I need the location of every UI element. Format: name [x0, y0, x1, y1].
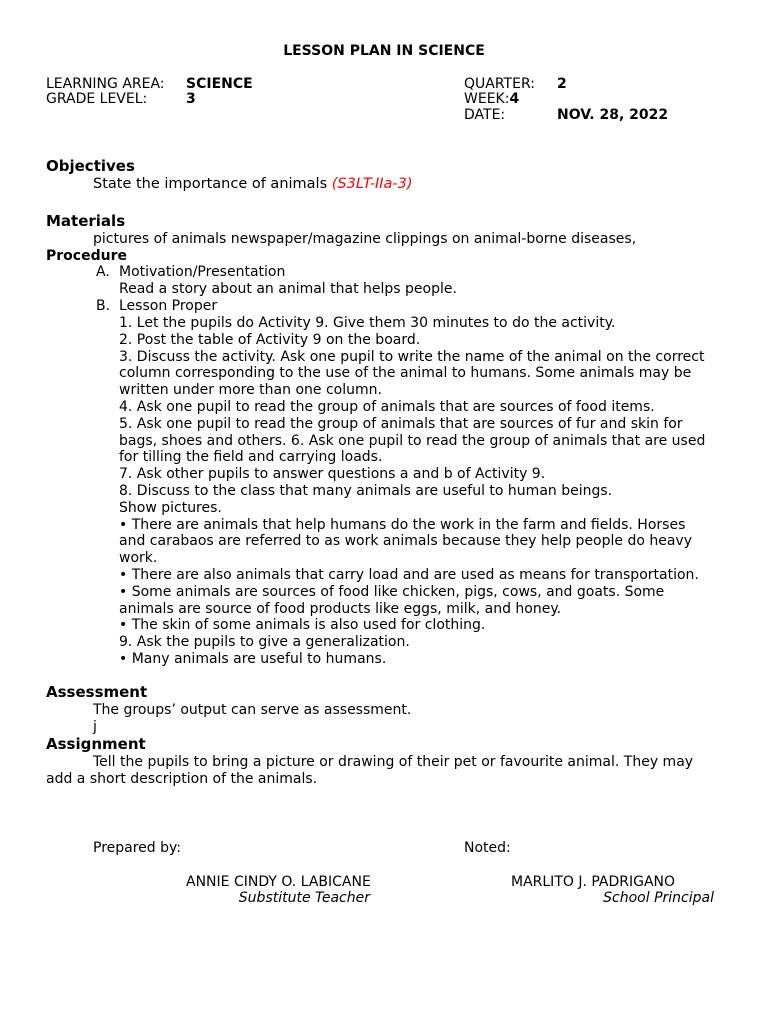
procedure-line: 1. Let the pupils do Activity 9. Give them 30 minutes to do the activity. — [119, 315, 616, 331]
procedure-line: • Some animals are sources of food like chicken, pigs, cows, and goats. Some — [119, 583, 665, 600]
procedure-line: written under more than one column. — [119, 382, 382, 399]
procedure-line: • Many animals are useful to humans. — [119, 650, 387, 667]
procedure-line: 9. Ask the pupils to give a generalization. — [119, 634, 410, 651]
procedure-line: column corresponding to the use of the animal to humans. Some animals may be — [119, 365, 692, 382]
procedure-line: and carabaos are referred to as work animals because they help people do heavy — [119, 533, 693, 550]
assessment-stray-char: j — [93, 719, 97, 735]
procedure-line: 8. Discuss to the class that many animals are useful to human beings. — [119, 482, 613, 499]
procedure-line: bags, shoes and others. 6. Ask one pupil to read the group of animals that are used — [119, 432, 706, 449]
procedure-line: for tilling the field and carrying loads. — [119, 449, 383, 466]
grade-level-value: 3 — [186, 91, 196, 107]
procedure-line: work. — [119, 550, 158, 567]
assessment-text: The groups’ output can serve as assessment. — [93, 702, 412, 718]
procedure-b-marker: B. — [96, 298, 111, 314]
procedure-a-text: Read a story about an animal that helps people. — [119, 281, 457, 297]
objectives-text: State the importance of animals — [93, 176, 332, 192]
objectives-code: (S3LT-IIa-3) — [331, 176, 413, 192]
procedure-heading: Procedure — [46, 248, 127, 264]
week-value: 4 — [509, 91, 520, 107]
prepared-by-label: Prepared by: — [93, 840, 181, 856]
grade-level-label: GRADE LEVEL: — [46, 91, 148, 107]
procedure-steps — [119, 315, 739, 668]
procedure-a-title: Motivation/Presentation — [119, 264, 286, 280]
week-label: WEEK: — [464, 91, 510, 107]
learning-area-value: SCIENCE — [186, 76, 253, 92]
learning-area-label: LEARNING AREA: — [46, 76, 165, 92]
procedure-line: • There are animals that help humans do the work in the farm and fields. Horses — [119, 516, 686, 533]
quarter-label: QUARTER: — [464, 76, 535, 92]
principal-role: School Principal — [603, 890, 714, 906]
procedure-line: 3. Discuss the activity. Ask one pupil to write the name of the animal on the correct — [119, 348, 705, 365]
procedure-line: 5. Ask one pupil to read the group of animals that are sources of fur and skin for — [119, 415, 683, 432]
materials-heading: Materials — [46, 212, 126, 230]
document-title: LESSON PLAN IN SCIENCE — [283, 43, 485, 59]
teacher-name: ANNIE CINDY O. LABICANE — [186, 874, 371, 890]
procedure-line: 4. Ask one pupil to read the group of animals that are sources of food items. — [119, 398, 655, 415]
assignment-line-1: Tell the pupils to bring a picture or drawing of their pet or favourite animal. They may — [93, 754, 694, 770]
procedure-line: • There are also animals that carry load and are used as means for transportation. — [119, 566, 699, 583]
assessment-heading: Assessment — [46, 683, 148, 701]
quarter-value: 2 — [557, 76, 567, 92]
procedure-line: animals are source of food products like eggs, milk, and honey. — [119, 600, 562, 617]
objectives-text-row — [93, 176, 413, 193]
procedure-a-marker: A. — [96, 264, 110, 280]
objectives-heading: Objectives — [46, 157, 135, 175]
procedure-line: 2. Post the table of Activity 9 on the board. — [119, 331, 421, 348]
principal-name: MARLITO J. PADRIGANO — [511, 874, 676, 890]
materials-text: pictures of animals newspaper/magazine clippings on animal-borne diseases, — [93, 231, 637, 247]
procedure-line: • The skin of some animals is also used for clothing. — [119, 617, 486, 634]
date-value: NOV. 28, 2022 — [557, 107, 669, 123]
teacher-role: Substitute Teacher — [238, 890, 370, 906]
date-label: DATE: — [464, 107, 506, 123]
assignment-heading: Assignment — [46, 735, 146, 753]
assignment-line-2: add a short description of the animals. — [46, 771, 318, 787]
week-row — [464, 91, 519, 108]
procedure-line: Show pictures. — [119, 499, 222, 516]
noted-label: Noted: — [464, 840, 511, 856]
procedure-line: 7. Ask other pupils to answer questions a and b of Activity 9. — [119, 466, 546, 483]
procedure-b-title: Lesson Proper — [119, 298, 218, 314]
